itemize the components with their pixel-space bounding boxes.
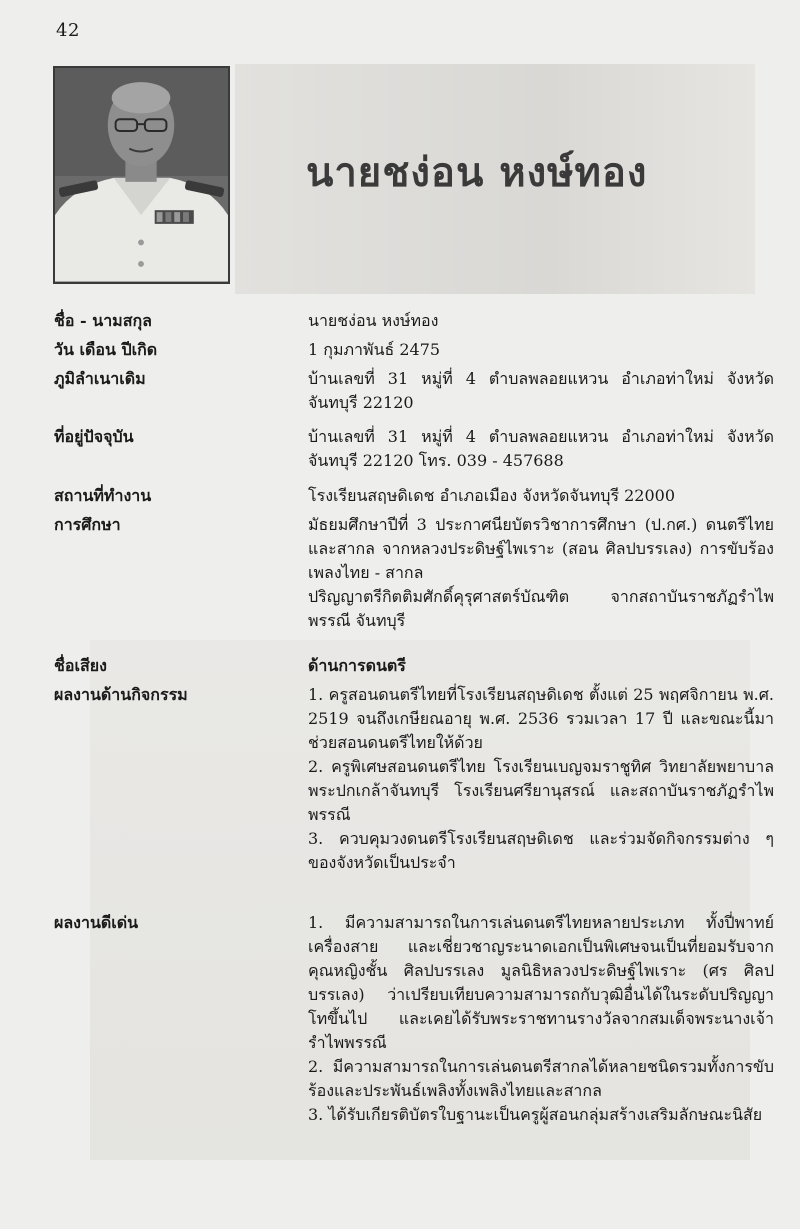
page-number: 42 bbox=[56, 20, 80, 41]
education-label: การศึกษา bbox=[54, 515, 121, 534]
name-label: ชื่อ - นามสกุล bbox=[54, 311, 152, 330]
outstanding-item: 1. มีความสามารถในการเล่นดนตรีไทยหลายประเภท ทั้งปี่พาทย์เครื่องสาย และเชี่ยวชาญระนาดเอกเป็นพิเศษจนเป็นที่ยอมรับจากคุณหญิงชั้น ศิลปบรรเลง มูลนิธิหลวงประดิษฐ์ไพเราะ (ศร ศิลปบรรเลง) ว่าเปรียบเทียบความสามารถกับวุฒิอื่นได้ในระดับปริญญาโทขึ้นไป และเคยได้รับพระราชทานรางวัลจากสมเด็จพระนางเจ้ารำไพพรรณี bbox=[308, 913, 774, 1052]
fame-value: ด้านการดนตรี bbox=[308, 656, 406, 675]
birth-value: 1 กุมภาพันธ์ 2475 bbox=[308, 340, 441, 359]
outstanding-item: 3. ได้รับเกียรติบัตรใบฐานะเป็นครูผู้สอนกลุ่มสร้างเสริมลักษณะนิสัย bbox=[308, 1105, 763, 1124]
education-item: มัธยมศึกษาปีที่ 3 ประกาศนียบัตรวิชาการศึกษา (ป.กศ.) ดนตรีไทยและสากล จากหลวงประดิษฐ์ไพเราะ (สอน ศิลปบรรเลง) การขับร้องเพลงไทย - สากล bbox=[308, 515, 774, 582]
activity-item: 1. ครูสอนดนตรีไทยที่โรงเรียนสฤษดิเดช ตั้งแต่ 25 พฤศจิกายน พ.ศ. 2519 จนถึงเกษียณอายุ พ.ศ. 2536 รวมเวลา 17 ปี และขณะนี้มาช่วยสอนดนตรีไทยให้ด้วย bbox=[308, 685, 774, 752]
hometown-value: บ้านเลขที่ 31 หมู่ที่ 4 ตำบลพลอยแหวน อำเภอท่าใหม่ จังหวัดจันทบุรี 22120 bbox=[308, 369, 774, 412]
hometown-label: ภูมิลำเนาเดิม bbox=[54, 369, 146, 388]
education-value bbox=[308, 513, 774, 633]
birth-label: วัน เดือน ปีเกิด bbox=[54, 340, 158, 359]
activities-label: ผลงานด้านกิจกรรม bbox=[54, 685, 188, 704]
education-item: ปริญญาตรีกิตติมศักดิ์คุรุศาสตร์บัณฑิต จากสถาบันราชภัฏรำไพพรรณี จันทบุรี bbox=[308, 587, 774, 630]
fame-label: ชื่อเสียง bbox=[54, 656, 107, 675]
outstanding-label: ผลงานดีเด่น bbox=[54, 913, 139, 932]
address-value: บ้านเลขที่ 31 หมู่ที่ 4 ตำบลพลอยแหวน อำเภอท่าใหม่ จังหวัดจันทบุรี 22120 โทร. 039 - 457688 bbox=[308, 427, 774, 470]
activities-value bbox=[308, 683, 774, 875]
name-value: นายชง่อน หงษ์ทอง bbox=[308, 311, 439, 330]
workplace-value: โรงเรียนสฤษดิเดช อำเภอเมือง จังหวัดจันทบุรี 22000 bbox=[308, 486, 676, 505]
outstanding-item: 2. มีความสามารถในการเล่นดนตรีสากลได้หลายชนิดรวมทั้งการขับร้องและประพันธ์เพลิงทั้งเพลิงไทยและสากล bbox=[308, 1057, 774, 1100]
activity-item: 3. ควบคุมวงดนตรีโรงเรียนสฤษดิเดช และร่วมจัดกิจกรรมต่าง ๆ ของจังหวัดเป็นประจำ bbox=[308, 829, 774, 872]
outstanding-value bbox=[308, 911, 774, 1127]
workplace-label: สถานที่ทำงาน bbox=[54, 486, 152, 505]
activity-item: 2. ครูพิเศษสอนดนตรีไทย โรงเรียนเบญจมราชูทิศ วิทยาลัยพยาบาลพระปกเกล้าจันทบุรี โรงเรียนศรียานุสรณ์ และสถาบันราชภัฏรำไพพรรณี bbox=[308, 757, 774, 824]
page-title: นายชง่อน หงษ์ทอง bbox=[306, 149, 648, 196]
address-label: ที่อยู่ปัจจุบัน bbox=[54, 427, 134, 446]
